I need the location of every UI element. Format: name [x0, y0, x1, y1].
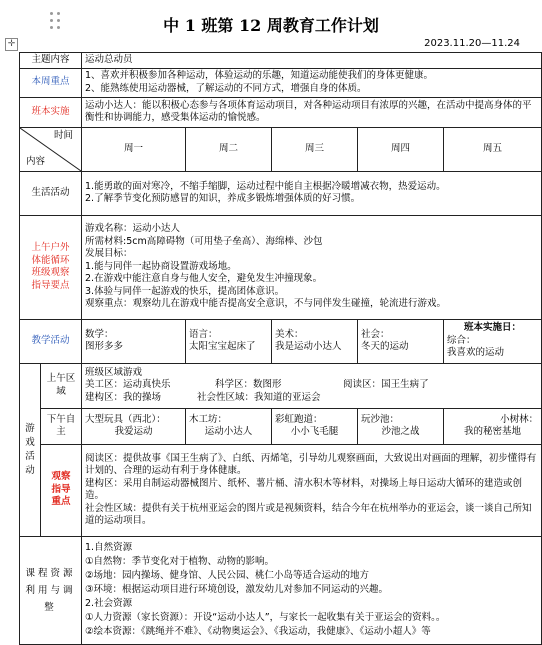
resources-label [20, 536, 82, 644]
game-afternoon-label: 下午自主 [41, 408, 82, 444]
weekly-focus-line-2: 2、能熟练使用运动器械，了解运动的不同方式，增强自身的体质。 [85, 82, 367, 94]
observation-label-line-1: 观察 [51, 471, 71, 483]
area-art-name: 美工区： [85, 379, 124, 391]
outdoor-line-2: 所需材料:5cm高障碍物（可用垫子垒高）、海绵棒、沙包 [85, 235, 323, 247]
theme-label: 主题内容 [20, 53, 82, 69]
outdoor-content [82, 215, 542, 319]
teaching-wed-topic: 我是运动小达人 [275, 341, 342, 352]
page-title: 中 1 班第 12 周教育工作计划 [163, 16, 379, 35]
outdoor-line-4: 1.能与同伴一起协商设置游戏场地。 [85, 260, 237, 272]
game-activity-label [20, 363, 41, 536]
weekly-focus-row [20, 68, 542, 97]
life-activity-line-1: 1.能勇敢的面对寒冷，不缩手缩脚，运动过程中能自主根据冷暖增减衣物，热爱运动。 [85, 180, 446, 192]
area-science-name: 科学区： [215, 379, 254, 391]
outdoor-line-5: 2.在游戏中能注意自身与他人安全，避免发生冲撞现象。 [85, 273, 323, 285]
day-header-thu: 周四 [358, 127, 444, 171]
resources-line-5: 2.社会资源 [85, 598, 133, 609]
teaching-fri-topic: 我喜欢的运动 [447, 347, 505, 359]
game-morning-label: 上午区域 [41, 363, 82, 408]
game-morning-line-1: 班级区域游戏 [85, 366, 143, 378]
afternoon-woodwork-value: 运动小达人 [204, 426, 253, 437]
week-header-row [20, 127, 542, 171]
afternoon-rainbow-track [272, 408, 358, 444]
teaching-tue [186, 319, 272, 363]
afternoon-large-toys-value: 我爱运动 [114, 426, 153, 437]
area-art-value: 运动真快乐 [123, 379, 171, 391]
teaching-mon-topic: 图形多多 [85, 341, 124, 352]
teaching-fri-heading: 班本实施日： [464, 322, 522, 334]
game-label-char-1: 游戏活动 [25, 422, 35, 476]
teaching-fri [444, 319, 542, 363]
outdoor-line-1: 游戏名称：运动小达人 [85, 223, 181, 235]
resources-line-1: 1.自然资源 [85, 542, 133, 553]
plan-table [19, 52, 542, 645]
outdoor-label-line-1: 上午户外 [31, 242, 70, 253]
table-move-handle-icon[interactable]: ✛ [5, 38, 18, 51]
game-afternoon-row [20, 408, 542, 444]
life-activity-label: 生活活动 [20, 171, 82, 215]
outdoor-label-line-3: 班级观察 [31, 267, 70, 278]
observation-line-1: 阅读区：提供故事《国王生病了》、白纸、丙烯笔，引导幼儿观察画面，大致说出对画面的理解，初步懂得有计划的、合理的运动有利于身体健康。 [85, 452, 537, 476]
game-observation-label [41, 444, 82, 536]
game-morning-line-2 [85, 379, 538, 392]
day-header-wed: 周三 [272, 127, 358, 171]
header-content-label: 内容 [26, 156, 46, 167]
resources-content [82, 536, 542, 644]
life-activity-row [20, 171, 542, 215]
teaching-fri-subject: 综合： [447, 334, 476, 346]
observation-line-3: 社会性区域：提供有关于杭州亚运会的图片或是视频资料，结合今年在杭州举办的亚运会，谈一谈自己所知道的运动项目。 [85, 502, 532, 526]
resources-label-line-1: 课程资源 [25, 567, 76, 579]
area-science-value: 数图形 [253, 379, 282, 391]
teaching-row [20, 319, 542, 363]
resources-line-7: ②绘本资源：《跳绳并不难》、《动物奥运会》、《我运动，我健康》、《运动小超人》等 [85, 626, 431, 637]
afternoon-sand-pit-value: 沙池之战 [381, 426, 420, 437]
teaching-tue-topic: 太阳宝宝起床了 [189, 341, 256, 352]
observation-label-line-3: 重点 [51, 496, 71, 508]
afternoon-large-toys-name: 大型玩具（西北）： [85, 413, 166, 425]
life-activity-line-2: 2.了解季节变化预防感冒的知识，养成多锻炼增强体质的好习惯。 [85, 193, 361, 204]
day-header-fri: 周五 [444, 127, 542, 171]
resources-line-2: ①自然物：季节变化对于植物、动物的影响。 [85, 556, 275, 567]
class-feature-label: 班本实施 [20, 97, 82, 127]
game-morning-content [82, 363, 542, 408]
afternoon-large-toys [82, 408, 186, 444]
area-social-name: 社会性区域： [197, 391, 255, 403]
afternoon-woods-value: 我的秘密基地 [464, 426, 522, 437]
header-time-label: 时间 [54, 129, 74, 141]
area-reading-name: 阅读区： [343, 379, 382, 391]
area-reading-value: 国王生病了 [381, 379, 429, 391]
afternoon-sand-pit-name: 玩沙池： [361, 413, 400, 425]
teaching-thu-topic: 冬天的运动 [361, 341, 409, 352]
afternoon-woods [444, 408, 542, 444]
game-observation-content [82, 444, 542, 536]
weekly-focus-line-1: 1、喜欢并积极参加各种运动，体验运动的乐趣，知道运动能使我们的身体更健康。 [85, 70, 434, 81]
teaching-mon [82, 319, 186, 363]
time-content-diagonal-cell [20, 127, 82, 171]
afternoon-rainbow-track-name: 彩虹跑道： [275, 413, 323, 425]
observation-label-line-2: 指导 [51, 483, 71, 495]
day-header-mon: 周一 [82, 127, 186, 171]
teaching-thu-subject: 社会： [361, 328, 390, 340]
outdoor-label-line-2: 体能循环 [31, 254, 70, 266]
weekly-focus-label: 本周重点 [20, 68, 82, 97]
game-observation-row [20, 444, 542, 536]
observation-line-2: 建构区：采用自制运动器械图片、纸杯、薯片桶、清水积木等材料，对操场上每日运动大循环的建造或创造。 [85, 477, 523, 501]
area-build-value: 我的操场 [123, 391, 162, 403]
life-activity-content [82, 171, 542, 215]
game-morning-row [20, 363, 542, 408]
resources-line-6: ①人力资源（家长资源）：开设“运动小达人”，与家长一起收集有关于亚运会的资料。。 [85, 612, 446, 623]
theme-row [20, 53, 542, 69]
outdoor-line-7: 观察重点：观察幼儿在游戏中能否提高安全意识，不与同伴发生碰撞，轮流进行游戏。 [85, 298, 447, 310]
game-morning-line-3 [85, 392, 538, 405]
resources-row [20, 536, 542, 644]
resources-label-line-2: 利用与调 [25, 584, 76, 596]
theme-value: 运动总动员 [82, 53, 542, 69]
weekly-focus-content [82, 68, 542, 97]
class-feature-text: 运动小达人：能以积极心态参与各项体育运动项目，对各种运动项目有浓厚的兴趣，在活动中提高身体的平衡性和协调能力，感受集体运动的愉悦感。 [82, 97, 542, 127]
teaching-wed [272, 319, 358, 363]
date-range: 2023.11.20—11.24 [424, 38, 520, 49]
teaching-thu [358, 319, 444, 363]
afternoon-woods-name: 小树林： [500, 413, 539, 425]
resources-line-4: ③环境：根据运动项目进行环境创设，激发幼儿对参加不同运动的兴趣。 [85, 584, 389, 595]
class-feature-row [20, 97, 542, 127]
outdoor-line-6: 3.体验与同伴一起游戏的快乐，提高团体意识。 [85, 285, 285, 297]
outdoor-row [20, 215, 542, 319]
area-social-value: 我知道的亚运会 [254, 391, 321, 403]
teaching-tue-subject: 语言： [189, 328, 218, 340]
outdoor-label-line-4: 指导要点 [31, 279, 70, 291]
afternoon-woodwork-name: 木工坊： [189, 413, 228, 425]
teaching-wed-subject: 美术： [275, 328, 304, 340]
outdoor-line-3: 发展目标： [85, 248, 133, 260]
day-header-tue: 周二 [186, 127, 272, 171]
afternoon-woodwork [186, 408, 272, 444]
teaching-mon-subject: 数学： [85, 328, 114, 340]
resources-line-3: ②场地：园内操场、健身馆、人民公园、桃仁小岛等适合运动的地方 [85, 570, 370, 581]
area-build-name: 建构区： [85, 391, 124, 403]
outdoor-label [20, 215, 82, 319]
afternoon-rainbow-track-value: 小小飞毛腿 [290, 426, 339, 437]
afternoon-sand-pit [358, 408, 444, 444]
resources-label-line-3: 整 [44, 601, 57, 613]
teaching-label: 教学活动 [20, 319, 82, 363]
